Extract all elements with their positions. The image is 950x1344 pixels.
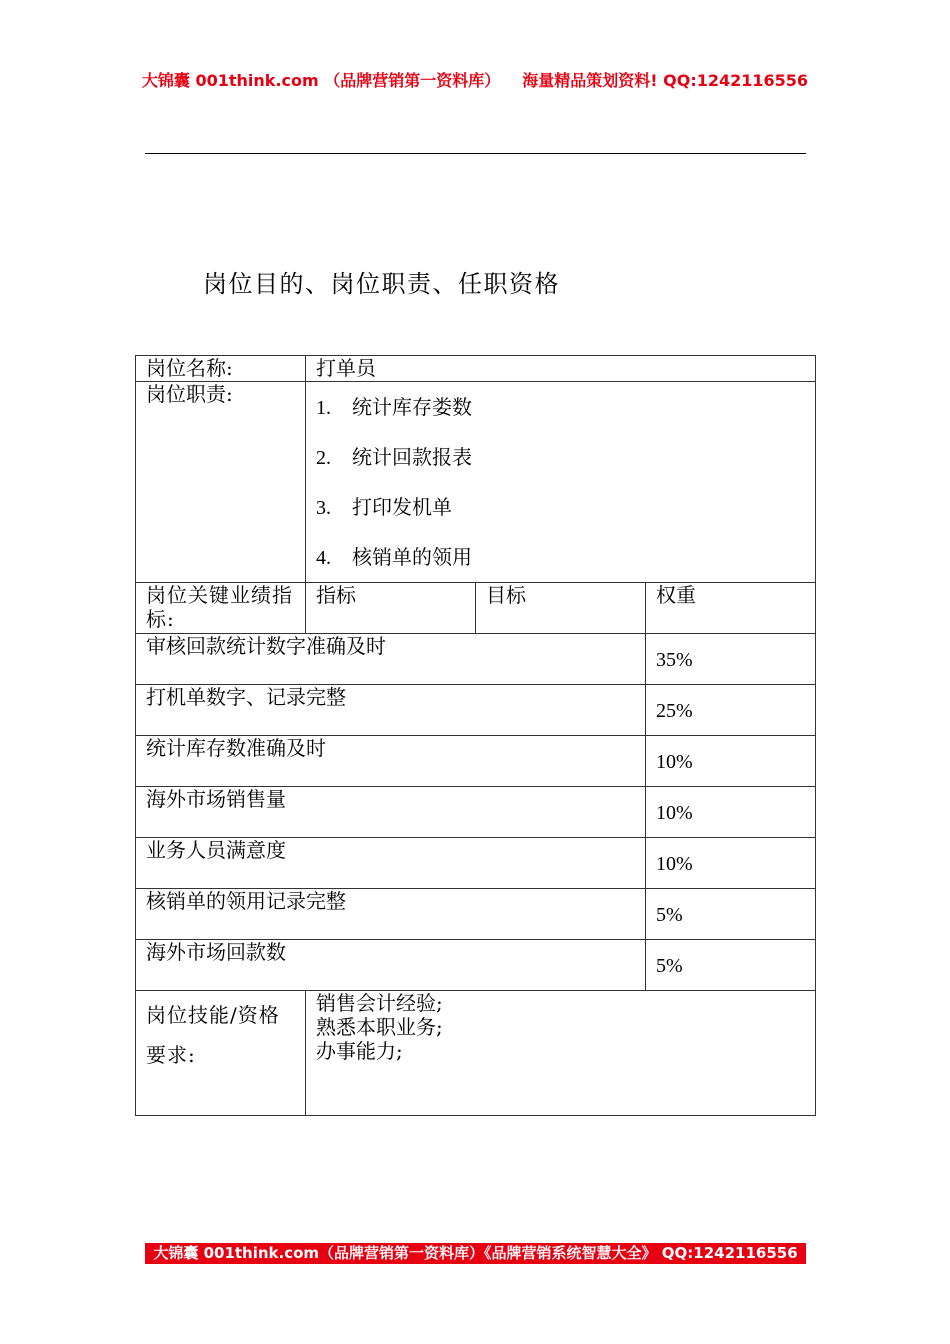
table-row [136,838,816,889]
kpi-item: 核销单的领用记录完整 [136,889,646,940]
kpi-col-weight: 权重 [646,583,816,634]
kpi-weight: 10% [646,736,816,787]
duty-item: 1. 统计库存娄数 [316,395,472,419]
skill-item: 熟悉本职业务; [316,1015,443,1039]
table-row [136,787,816,838]
kpi-col-indicator: 指标 [306,583,476,634]
page-footer: 大锦囊 001think.com（品牌营销第一资料库）《品牌营销系统智慧大全》 QQ:1242116556 [145,1243,806,1264]
document-title: 岗位目的、岗位职责、任职资格 [203,270,560,298]
kpi-item: 打机单数字、记录完整 [136,685,646,736]
kpi-item: 业务人员满意度 [136,838,646,889]
duty-list [316,382,805,582]
kpi-item: 审核回款统计数字准确及时 [136,634,646,685]
skills-cell [306,991,816,1116]
kpi-weight: 10% [646,838,816,889]
kpi-item: 海外市场回款数 [136,940,646,991]
table-row [136,889,816,940]
kpi-item: 统计库存数准确及时 [136,736,646,787]
table-row [136,736,816,787]
skills-label: 岗位技能/资格要求: [146,1003,280,1067]
job-description-table [135,355,816,1116]
row-kpi-header [136,583,816,634]
row-duties [136,382,816,583]
row-position-name [136,356,816,382]
header-left-text: 大锦囊 001think.com （品牌营销第一资料库） [141,71,501,90]
kpi-label: 岗位关键业绩指标: [136,583,306,634]
duty-item: 3. 打印发机单 [316,495,452,519]
kpi-weight: 5% [646,889,816,940]
skill-item: 销售会计经验; [316,991,443,1015]
skill-item: 办事能力; [316,1039,403,1063]
kpi-weight: 35% [646,634,816,685]
kpi-col-target: 目标 [476,583,646,634]
table-row [136,940,816,991]
kpi-weight: 25% [646,685,816,736]
table-row [136,634,816,685]
duty-item: 4. 核销单的领用 [316,545,472,569]
table-row [136,685,816,736]
page-header [0,68,950,91]
duties-label: 岗位职责: [136,382,306,583]
position-name-label: 岗位名称: [136,356,306,382]
skills-label-cell [136,991,306,1116]
header-right-text: 海量精品策划资料! QQ:1242116556 [522,71,809,90]
kpi-item: 海外市场销售量 [136,787,646,838]
header-divider [145,153,806,154]
duties-cell [306,382,816,583]
row-skills [136,991,816,1116]
kpi-weight: 10% [646,787,816,838]
kpi-weight: 5% [646,940,816,991]
duty-item: 2. 统计回款报表 [316,445,472,469]
position-name-value: 打单员 [306,356,816,382]
